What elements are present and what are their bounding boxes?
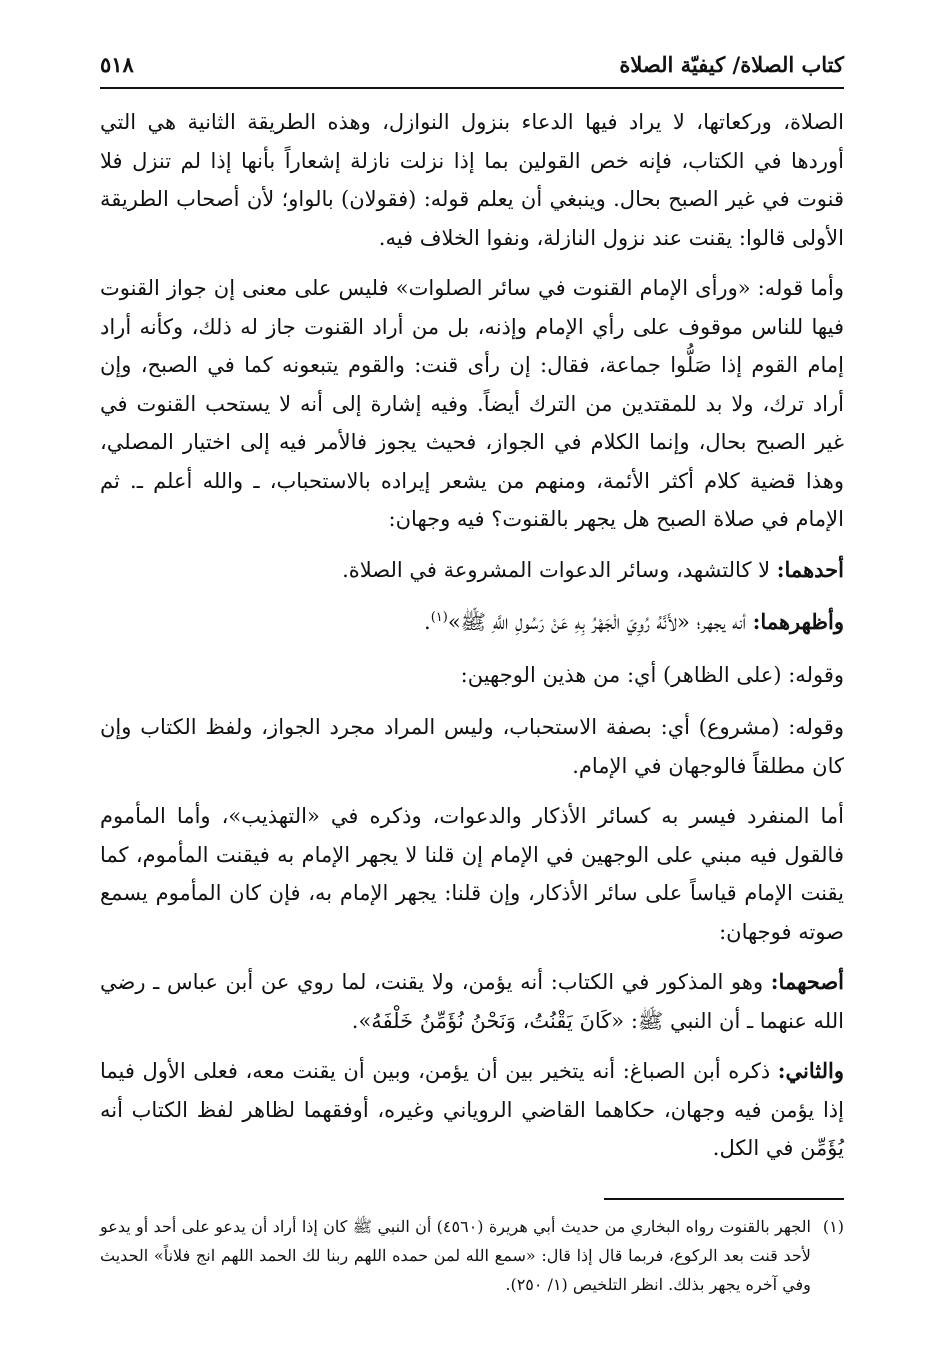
footnote-text: الجهر بالقنوت رواه البخاري من حديث أبي هريرة (٤٥٦٠) أن النبي ﷺ كان إذا أراد أن يدعو على أحد أو يدعو لأحد قنت بعد الركوع، فربما قال إذا قال: «سمع الله لمن حمده اللهم ربنا لك الحمد اللهم انج فلاناً» الحديث وفي آخره يجهر بذلك. انظر التلخيص (١/ ٢٥٠). [100, 1216, 811, 1294]
paragraph-text: وهو المذكور في الكتاب: أنه يؤمن، ولا يقنت، لما روي عن أبن عباس ـ رضي الله عنهما ـ أن النبي ﷺ: «كَانَ يَقْنُتُ، وَنَحْنُ نُؤَمِّنُ خَلْفَهُ». [100, 970, 844, 1033]
paragraph-9 [100, 1052, 844, 1168]
paragraph-lead: والثاني: [777, 1058, 844, 1083]
paragraph-lead: وأظهرهما: [752, 609, 844, 634]
page-number: ٥١٨ [100, 52, 134, 77]
footnote [100, 1212, 844, 1299]
paragraph-text: الصلاة، وركعاتها، لا يراد فيها الدعاء بنزول النوازل، وهذه الطريقة الثانية هي التي أوردها في الكتاب، فإنه خص القولين بما إذا نزلت نازلة إشعاراً بأنها إذا لم تنزل فلا قنوت في غير الصبح بحال. وينبغي أن يعلم قوله: (فقولان) بالواو؛ لأن أصحاب الطريقة الأولى قالوا: يقنت عند نزول النازلة، ونفوا الخلاف فيه. [100, 110, 844, 250]
paragraph-text: وقوله: (على الظاهر) أي: من هذين الوجهين: [460, 662, 844, 687]
paragraph-8 [100, 963, 844, 1040]
footnote-divider [604, 1198, 844, 1200]
paragraph-3 [100, 551, 844, 590]
footnote-reference[interactable]: (١) [430, 610, 448, 625]
running-title: كتاب الصلاة/ كيفيّة الصلاة [619, 52, 844, 77]
paragraph-6 [100, 708, 844, 785]
page-header [100, 52, 844, 89]
paragraph-text: أنه يجهر؛ «لأَنَّهُ رُوِيَ الْجَهْرُ بِهِ عَنْ رَسُولِ اللَّهِ ﷺ» [447, 610, 753, 634]
paragraph-4 [100, 603, 844, 642]
paragraph-text: أما المنفرد فيسر به كسائر الأذكار والدعوات، وذكره في «التهذيب»، وأما المأموم فالقول فيه مبني على الوجهين في الإمام إن قلنا لا يجهر الإمام به فيقنت المأموم، كما يقنت الإمام قياساً على سائر الأذكار، وإن قلنا: يجهر الإمام به، فإن كان المأموم يسمع صوته فوجهان: [100, 804, 844, 944]
paragraph-text: لا كالتشهد، وسائر الدعوات المشروعة في الصلاة. [342, 557, 777, 582]
body-text [100, 103, 844, 1168]
paragraph-lead: أحدهما: [776, 556, 844, 582]
paragraph-lead: أصحهما: [770, 969, 844, 994]
page [100, 52, 844, 1299]
paragraph-tail: . [424, 610, 431, 634]
paragraph-text: وأما قوله: «ورأى الإمام القنوت في سائر الصلوات» فليس على معنى إن جواز القنوت فيها للناس موقوف على رأي الإمام وإذنه، بل من أراد القنوت جاز له ذلك، وكأنه أراد إمام القوم إذا صَلُّوا جماعة، فقال: إن رأى قنت: والقوم يتبعونه كما في الصبح، وإن أراد ترك، ولا بد للمقتدين من الترك أيضاً. وفيه إشارة إلى أنه لا يستحب القنوت في غير الصبح بحال، وإنما الكلام في الجواز، فحيث يجوز فالأمر فيه إلى اختيار المصلي، وهذا قضية كلام أكثر الأئمة، ومنهم من يشعر إيراده بالاستحباب، ـ والله أعلم ـ. ثم الإمام في صلاة الصبح هل يجهر بالقنوت؟ فيه وجهان: [100, 276, 844, 531]
paragraph-1 [100, 103, 844, 257]
paragraph-5 [100, 656, 844, 695]
paragraph-text: ذكره أبن الصباغ: أنه يتخير بين أن يؤمن، وبين أن يقنت معه، فعلى الأول فيما إذا يؤمن فيه وجهان، حكاهما القاضي الروياني وغيره، أوفقهما لظاهر لفظ الكتاب أنه يُؤَمِّن في الكل. [100, 1059, 844, 1160]
paragraph-7 [100, 797, 844, 951]
paragraph-2 [100, 269, 844, 539]
footnote-number: (١) [822, 1216, 844, 1236]
paragraph-text: وقوله: (مشروع) أي: بصفة الاستحباب، وليس المراد مجرد الجواز، ولفظ الكتاب وإن كان مطلقاً فالوجهان في الإمام. [100, 715, 844, 778]
